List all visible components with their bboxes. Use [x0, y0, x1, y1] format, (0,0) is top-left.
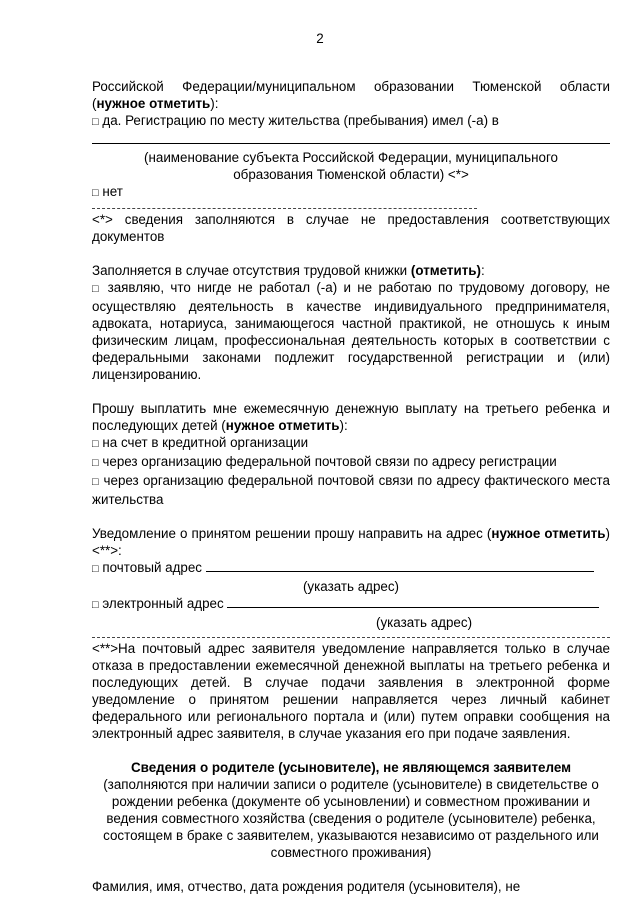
payment-option-post-registration: □ через организацию федеральной почтовой связи по адресу регистрации	[92, 454, 557, 469]
notification-footnote: <**>На почтовый адрес заявителя уведомление направляется только в случае отказа в предоставлении ежемесячной денежной выплаты на третьего ребенка и последующих детей. В случае подачи заявления в электронной форме уведомление о принятом решении направляется через личный кабинет федерального или регионального портала и (или) путем оправки сообщения на электронный адрес заявителя, в случае указания его при подаче заявления.	[92, 641, 610, 741]
checkbox-icon[interactable]: □	[92, 457, 99, 469]
workbook-statement: □ заявляю, что нигде не работал (-а) и не работаю по трудовому договору, не осуществляю деятельность в качестве индивидуального предпринимателя, адвоката, нотариуса, занимающегося частной практикой, не отношусь к иным физическим лицам, профессиональная деятельность которых в соответствии с федеральными законами подлежит государственной регистрации и (или) лицензированию.	[92, 280, 610, 382]
checkbox-icon[interactable]: □	[92, 599, 99, 611]
residence-line: Российской Федерации/муниципальном образовании Тюменской области	[92, 79, 610, 94]
parent-note: (заполняются при наличии записи о родителе (усыновителе) в свидетельстве о рождении ребенка (документе об усыновлении) и совместном проживании и ведения совместного хозяйства (сведения о родителе (усыновителе) ребенка, состоящем в браке с заявителем, указываются независимо от раздельного или совместного проживания)	[103, 777, 599, 860]
checkbox-icon[interactable]: □	[92, 438, 99, 450]
page-number: 2	[316, 31, 324, 46]
checkbox-icon[interactable]: □	[92, 476, 100, 488]
subject-caption-2: образования Тюменской области) <*>	[233, 167, 469, 182]
subject-caption-1: (наименование субъекта Российской Федерации, муниципального	[144, 150, 558, 165]
email-address-field[interactable]	[227, 595, 599, 608]
payment-option-account: □ на счет в кредитной организации	[92, 435, 309, 450]
notification-postal-option: □ почтовый адрес	[92, 559, 610, 578]
checkbox-icon[interactable]: □	[92, 563, 99, 575]
form-content	[92, 78, 610, 895]
residence-yes-option: □ да. Регистрацию по месту жительства (пребывания) имел (-а) в	[92, 113, 499, 128]
checkbox-icon[interactable]: □	[92, 283, 102, 295]
checkbox-icon[interactable]: □	[92, 187, 99, 199]
residence-no-option: □ нет	[92, 184, 123, 199]
notification-intro: Уведомление о принятом решении прошу направить на адрес (нужное отметить) <**>:	[92, 526, 610, 558]
subject-fill-line[interactable]	[92, 133, 610, 144]
email-address-caption: (указать адрес)	[376, 615, 473, 630]
payment-option-post-actual: □ через организацию федеральной почтовой связи по адресу фактического места жительства	[92, 473, 610, 507]
payment-intro: Прошу выплатить мне ежемесячную денежную выплату на третьего ребенка и последующих детей (нужное отметить):	[92, 401, 610, 433]
notification-email-option: □ электронный адрес	[92, 595, 610, 614]
checkbox-icon[interactable]: □	[92, 116, 99, 128]
residence-mark-instruction: (нужное отметить):	[92, 96, 219, 111]
parent-heading: Сведения о родителе (усыновителе), не являющемся заявителем	[130, 760, 572, 775]
divider	[92, 202, 477, 209]
postal-address-field[interactable]	[206, 559, 594, 572]
parent-name-line: Фамилия, имя, отчество, дата рождения родителя (усыновителя), не	[92, 879, 521, 894]
postal-address-caption: (указать адрес)	[302, 579, 400, 594]
residence-footnote: <*> сведения заполняются в случае не предоставления соответствующих документов	[92, 212, 610, 244]
workbook-intro: Заполняется в случае отсутствия трудовой книжки (отметить):	[92, 263, 485, 278]
divider	[92, 631, 610, 638]
